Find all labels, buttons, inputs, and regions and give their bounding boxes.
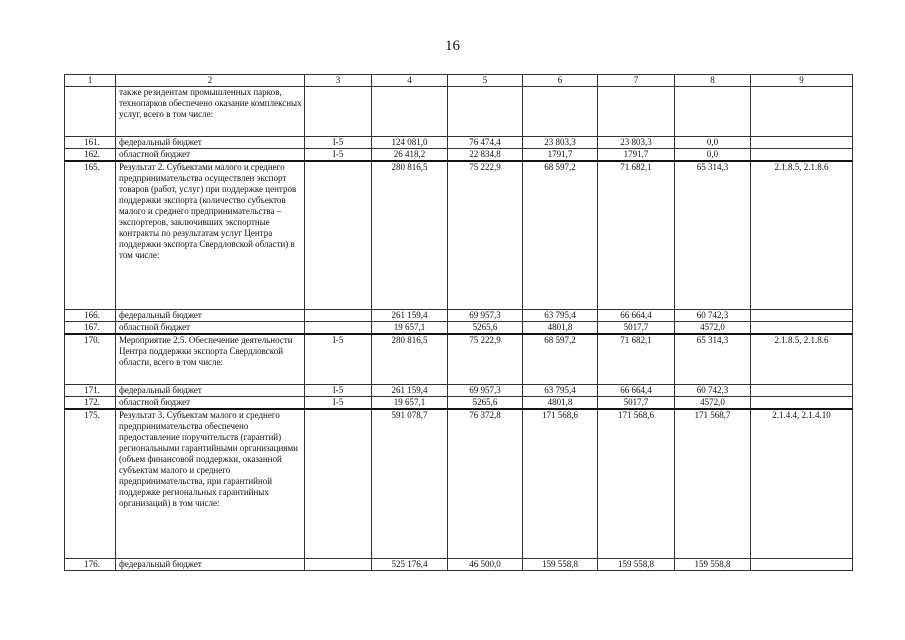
value-cell-col6: 159 558,8 — [523, 559, 598, 571]
row-number-cell: 165. — [65, 161, 116, 310]
table-row — [65, 396, 853, 408]
budget-table — [64, 74, 853, 571]
value-cell-col7: 159 558,8 — [598, 559, 675, 571]
source-code-cell: I-5 — [305, 334, 372, 384]
row-name-cell: федеральный бюджет — [116, 384, 305, 396]
target-ref-cell — [751, 310, 853, 322]
value-cell-col7: 5017,7 — [598, 322, 675, 334]
value-cell-col8: 159 558,8 — [675, 559, 751, 571]
table-row — [65, 384, 853, 396]
value-cell-col7: 71 682,1 — [598, 334, 675, 384]
source-code-cell: I-5 — [305, 384, 372, 396]
value-cell-col5: 76 474,4 — [448, 137, 523, 149]
value-cell-col7: 71 682,1 — [598, 161, 675, 310]
value-cell-col8: 0,0 — [675, 149, 751, 161]
table-row — [65, 322, 853, 334]
column-header: 6 — [523, 75, 598, 87]
row-name-cell: Результат 3. Субъектам малого и среднего предпринимательства обеспечено предоставление поручительств (гарантий) региональными гарантийными организациями (объем финансовой поддержки, оказанной субъектам малого и среднего предпринимательства, при гарантийной поддержке региональных гарантийных организаций) в том числе: — [116, 409, 305, 559]
value-cell-col5: 75 222,9 — [448, 334, 523, 384]
value-cell-col4: 280 816,5 — [372, 334, 448, 384]
value-cell-col4: 525 176,4 — [372, 559, 448, 571]
row-number-cell — [65, 87, 116, 137]
table-header-row — [65, 75, 853, 87]
source-code-cell: I-5 — [305, 149, 372, 161]
value-cell-col8: 60 742,3 — [675, 310, 751, 322]
value-cell-col4: 19 657,1 — [372, 396, 448, 408]
target-ref-cell — [751, 396, 853, 408]
value-cell-col6: 68 597,2 — [523, 161, 598, 310]
target-ref-cell — [751, 559, 853, 571]
source-code-cell — [305, 559, 372, 571]
value-cell-col7: 5017,7 — [598, 396, 675, 408]
value-cell-col4: 261 159,4 — [372, 384, 448, 396]
table-row — [65, 149, 853, 161]
source-code-cell: I-5 — [305, 396, 372, 408]
target-ref-cell — [751, 322, 853, 334]
table-row — [65, 409, 853, 559]
table-row — [65, 137, 853, 149]
target-ref-cell: 2.1.8.5, 2.1.8.6 — [751, 161, 853, 310]
value-cell-col6: 1791,7 — [523, 149, 598, 161]
value-cell-col6: 23 803,3 — [523, 137, 598, 149]
value-cell-col5: 46 500,0 — [448, 559, 523, 571]
value-cell-col6 — [523, 87, 598, 137]
row-number-cell: 162. — [65, 149, 116, 161]
row-number-cell: 172. — [65, 396, 116, 408]
value-cell-col7: 23 803,3 — [598, 137, 675, 149]
value-cell-col6: 171 568,6 — [523, 409, 598, 559]
page-number: 16 — [445, 38, 460, 54]
target-ref-cell — [751, 137, 853, 149]
row-name-cell: Результат 2. Субъектами малого и среднего предпринимательства осуществлен экспорт товаров (работ, услуг) при поддержке центров поддержки экспорта (количество субъектов малого и среднего предпринимательства – экспортеров, заключивших экспортные контракты по результатам услуг Центра поддержки экспорта Свердловской области) в том числе: — [116, 161, 305, 310]
value-cell-col4: 26 418,2 — [372, 149, 448, 161]
value-cell-col8: 171 568,7 — [675, 409, 751, 559]
row-name-cell: федеральный бюджет — [116, 559, 305, 571]
row-number-cell: 175. — [65, 409, 116, 559]
row-number-cell: 176. — [65, 559, 116, 571]
value-cell-col8 — [675, 87, 751, 137]
value-cell-col5: 76 372,8 — [448, 409, 523, 559]
row-number-cell: 171. — [65, 384, 116, 396]
table-row — [65, 161, 853, 310]
value-cell-col5: 69 957,3 — [448, 384, 523, 396]
value-cell-col7: 171 568,6 — [598, 409, 675, 559]
value-cell-col8: 65 314,3 — [675, 334, 751, 384]
value-cell-col6: 68 597,2 — [523, 334, 598, 384]
value-cell-col5: 5265,6 — [448, 396, 523, 408]
source-code-cell — [305, 322, 372, 334]
value-cell-col8: 4572,0 — [675, 322, 751, 334]
value-cell-col5 — [448, 87, 523, 137]
value-cell-col8: 60 742,3 — [675, 384, 751, 396]
row-name-cell: федеральный бюджет — [116, 310, 305, 322]
value-cell-col6: 63 795,4 — [523, 384, 598, 396]
row-name-cell: федеральный бюджет — [116, 137, 305, 149]
table-row — [65, 310, 853, 322]
row-number-cell: 167. — [65, 322, 116, 334]
value-cell-col8: 4572,0 — [675, 396, 751, 408]
value-cell-col4: 124 081,0 — [372, 137, 448, 149]
row-name-cell: областной бюджет — [116, 149, 305, 161]
value-cell-col4 — [372, 87, 448, 137]
column-header: 2 — [116, 75, 305, 87]
target-ref-cell: 2.1.4.4, 2.1.4.10 — [751, 409, 853, 559]
value-cell-col6: 4801,8 — [523, 396, 598, 408]
column-header: 1 — [65, 75, 116, 87]
row-number-cell: 161. — [65, 137, 116, 149]
column-header: 8 — [675, 75, 751, 87]
table-row — [65, 559, 853, 571]
row-number-cell: 170. — [65, 334, 116, 384]
target-ref-cell — [751, 149, 853, 161]
target-ref-cell: 2.1.8.5, 2.1.8.6 — [751, 334, 853, 384]
value-cell-col7 — [598, 87, 675, 137]
source-code-cell — [305, 161, 372, 310]
row-name-cell: также резидентам промышленных парков, технопарков обеспечено оказание комплексных услуг, всего в том числе: — [116, 87, 305, 137]
value-cell-col5: 5265,6 — [448, 322, 523, 334]
column-header: 3 — [305, 75, 372, 87]
target-ref-cell — [751, 87, 853, 137]
value-cell-col8: 0,0 — [675, 137, 751, 149]
column-header: 7 — [598, 75, 675, 87]
value-cell-col6: 63 795,4 — [523, 310, 598, 322]
value-cell-col4: 280 816,5 — [372, 161, 448, 310]
value-cell-col5: 75 222,9 — [448, 161, 523, 310]
value-cell-col5: 69 957,3 — [448, 310, 523, 322]
column-header: 5 — [448, 75, 523, 87]
value-cell-col5: 22 834,8 — [448, 149, 523, 161]
column-header: 9 — [751, 75, 853, 87]
row-name-cell: областной бюджет — [116, 322, 305, 334]
source-code-cell — [305, 409, 372, 559]
target-ref-cell — [751, 384, 853, 396]
table-row — [65, 334, 853, 384]
table-row — [65, 87, 853, 137]
row-name-cell: Мероприятие 2.5. Обеспечение деятельности Центра поддержки экспорта Свердловской области, всего в том числе: — [116, 334, 305, 384]
value-cell-col4: 591 078,7 — [372, 409, 448, 559]
row-name-cell: областной бюджет — [116, 396, 305, 408]
value-cell-col4: 261 159,4 — [372, 310, 448, 322]
value-cell-col7: 1791,7 — [598, 149, 675, 161]
value-cell-col7: 66 664,4 — [598, 310, 675, 322]
source-code-cell — [305, 87, 372, 137]
row-number-cell: 166. — [65, 310, 116, 322]
value-cell-col7: 66 664,4 — [598, 384, 675, 396]
source-code-cell — [305, 310, 372, 322]
value-cell-col8: 65 314,3 — [675, 161, 751, 310]
column-header: 4 — [372, 75, 448, 87]
value-cell-col4: 19 657,1 — [372, 322, 448, 334]
source-code-cell: I-5 — [305, 137, 372, 149]
value-cell-col6: 4801,8 — [523, 322, 598, 334]
